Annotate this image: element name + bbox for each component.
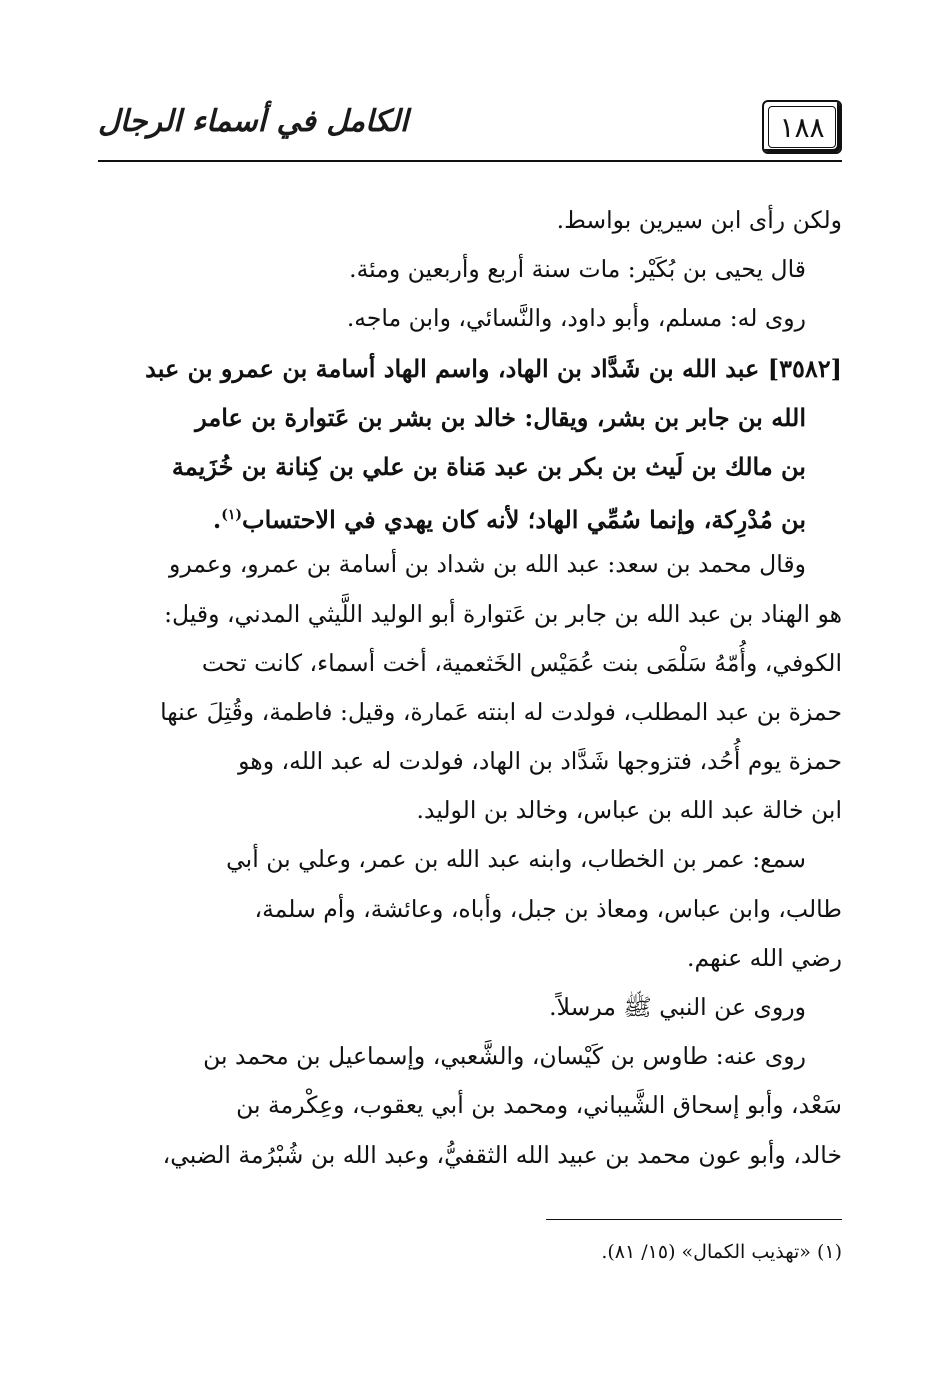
entry-heading-text: بن مُدْرِكة، وإنما سُمِّي الهاد؛ لأنه كان يهدي في الاحتساب <box>242 505 806 535</box>
entry-heading-line-last <box>98 491 842 540</box>
text-line: وقال محمد بن سعد: عبد الله بن شداد بن أسامة بن عمرو، وعمرو <box>168 550 806 579</box>
text-line: حمزة بن عبد المطلب، فولدت له ابنته عَمارة، وقيل: فاطمة، وقُتِلَ عنها <box>160 697 842 726</box>
text-line: خالد، وأبو عون محمد بن عبيد الله الثقفيُّ، وعبد الله بن شُبْرُمة الضبي، <box>162 1140 842 1169</box>
text-line: سَعْد، وأبو إسحاق الشَّيباني، ومحمد بن أبي يعقوب، وعِكْرمة بن <box>236 1091 842 1120</box>
text-line: سمع: عمر بن الخطاب، وابنه عبد الله بن عمر، وعلي بن أبي <box>226 845 806 874</box>
text-line: قال يحيى بن بُكَيْر: مات سنة أربع وأربعين ومئة. <box>349 255 806 284</box>
text-line: طالب، وابن عباس، ومعاذ بن جبل، وأباه، وعائشة، وأم سلمة، <box>254 894 842 923</box>
page-number-frame <box>762 100 842 154</box>
page-header <box>98 100 842 160</box>
text-line: الكوفي، وأُمّهُ سَلْمَى بنت عُمَيْس الخَثعمية، أخت أسماء، كانت تحت <box>201 648 842 677</box>
footnote-divider <box>546 1219 842 1220</box>
text-line: ولكن رأى ابن سيرين بواسط. <box>556 206 842 234</box>
entry-heading-line: بن مالك بن لَيث بن بكر بن عبد مَناة بن علي بن كِنانة بن خُزَيمة <box>171 451 806 481</box>
text-line: حمزة يوم أُحُد، فتزوجها شَدَّاد بن الهاد، فولدت له عبد الله، وهو <box>238 747 842 776</box>
text-line: ابن خالة عبد الله بن عباس، وخالد بن الوليد. <box>416 796 842 825</box>
body-text <box>98 196 842 1180</box>
page-number-inner-frame <box>768 106 836 148</box>
text-line: رضي الله عنهم. <box>687 943 842 972</box>
entry-heading-line: [٣٥٨٢] عبد الله بن شَدَّاد بن الهاد، واسم الهاد أسامة بن عمرو بن عبد <box>145 353 842 383</box>
text-line: هو الهناد بن عبد الله بن جابر بن عَتوارة أبو الوليد اللَّيثي المدني، وقيل: <box>164 599 842 628</box>
page-number: ١٨٨ <box>779 110 825 144</box>
text-line: وروى عن النبي ﷺ مرسلاً. <box>549 993 806 1021</box>
book-title: الكامل في أسماء الرجال <box>98 104 409 139</box>
footnote-reference: (١) <box>221 507 243 524</box>
header-divider <box>98 160 842 162</box>
entry-heading-line: الله بن جابر بن بشر، ويقال: خالد بن بشر بن عَتوارة بن عامر <box>195 402 806 432</box>
text-line: روى له: مسلم، وأبو داود، والنَّسائي، وابن ماجه. <box>346 304 806 333</box>
footnote: (١) «تهذيب الكمال» (١٥/ ٨١). <box>601 1241 842 1263</box>
entry-heading-period: . <box>212 505 222 535</box>
text-line: روى عنه: طاوس بن كَيْسان، والشَّعبي، وإسماعيل بن محمد بن <box>203 1042 806 1071</box>
